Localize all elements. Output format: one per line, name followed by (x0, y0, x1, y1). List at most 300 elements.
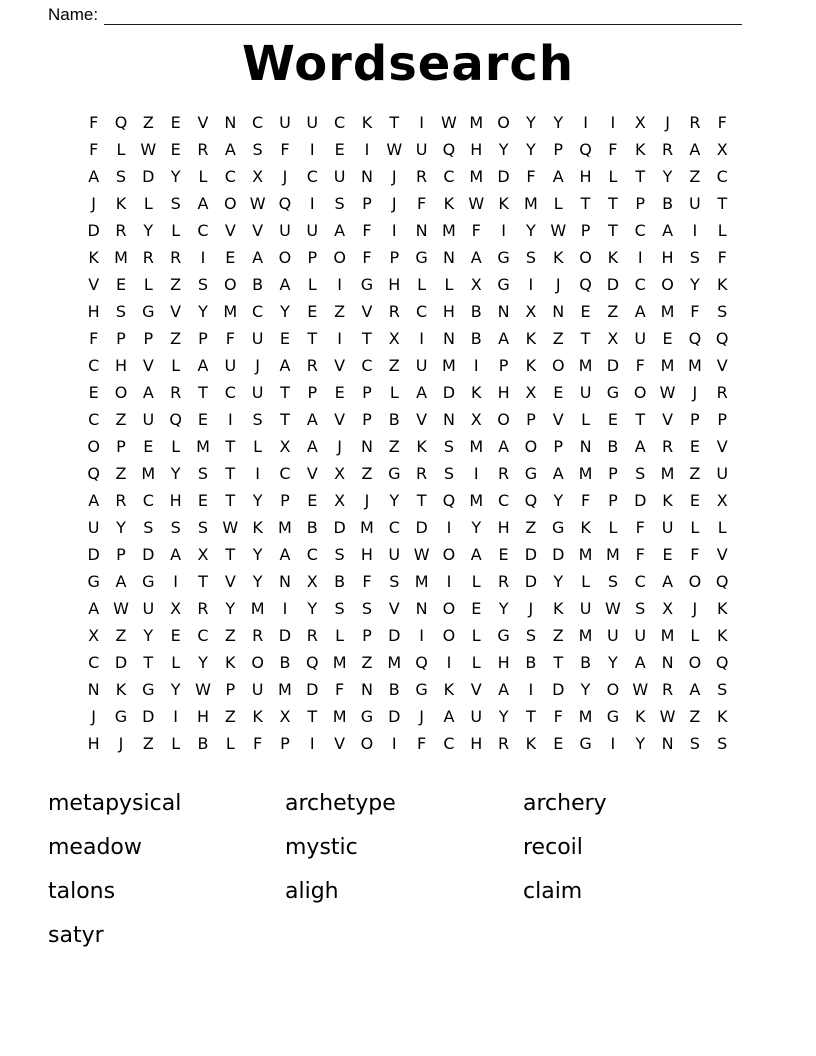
grid-letter: W (604, 599, 621, 618)
grid-letter: V (716, 356, 728, 375)
grid-letter: P (526, 410, 536, 429)
grid-letter: Z (224, 707, 236, 726)
grid-letter: G (415, 680, 428, 699)
grid-letter: Q (715, 653, 729, 672)
grid-letter: H (497, 518, 510, 537)
grid-row (80, 217, 736, 244)
grid-letter: D (333, 518, 346, 537)
grid-letter: T (635, 167, 646, 186)
grid-letter: P (553, 437, 564, 456)
grid-row (80, 595, 736, 622)
grid-letter: U (579, 383, 592, 402)
grid-letter: N (415, 221, 428, 240)
grid-letter: P (225, 680, 236, 699)
grid-letter: I (419, 329, 424, 348)
grid-letter: I (637, 248, 643, 267)
grid-letter: A (88, 599, 100, 618)
grid-letter: M (660, 302, 675, 321)
grid-letter: K (443, 194, 455, 213)
grid-letter: J (391, 167, 397, 186)
word-list-item: archery (523, 791, 607, 816)
grid-letter: X (716, 491, 728, 510)
grid-letter: A (662, 572, 674, 591)
grid-letter: Y (526, 140, 536, 159)
grid-letter: U (470, 707, 483, 726)
grid-letter: P (498, 356, 509, 375)
grid-letter: P (116, 329, 126, 348)
grid-letter: L (171, 437, 181, 456)
grid-letter: A (662, 221, 674, 240)
grid-letter: L (608, 518, 618, 537)
grid-letter: O (360, 734, 374, 753)
grid-letter: L (581, 572, 591, 591)
grid-letter: O (251, 653, 264, 672)
grid-letter: Z (170, 275, 182, 294)
grid-letter: C (443, 167, 455, 186)
grid-letter: O (524, 437, 538, 456)
grid-letter: U (415, 140, 428, 159)
grid-letter: U (251, 383, 264, 402)
grid-letter: E (689, 437, 700, 456)
grid-letter: U (306, 113, 319, 132)
grid-letter: P (116, 437, 126, 456)
grid-letter: O (497, 113, 510, 132)
grid-letter: S (525, 626, 536, 645)
grid-letter: J (555, 275, 561, 294)
grid-letter: I (255, 464, 260, 483)
grid-letter: K (252, 518, 263, 537)
grid-letter: D (87, 221, 100, 240)
grid-letter: B (252, 275, 264, 294)
grid-letter: J (692, 383, 698, 402)
grid-row (80, 622, 736, 649)
grid-letter: U (634, 626, 647, 645)
grid-letter: O (224, 275, 237, 294)
grid-letter: K (498, 194, 509, 213)
grid-letter: C (634, 572, 646, 591)
grid-letter: E (580, 302, 591, 321)
grid-letter: I (173, 572, 178, 591)
grid-row (80, 703, 736, 730)
grid-letter: J (692, 599, 698, 618)
grid-letter: T (580, 194, 591, 213)
grid-letter: U (279, 221, 291, 240)
grid-letter: C (361, 356, 373, 375)
word-list-item: talons (48, 879, 116, 904)
grid-letter: S (334, 599, 345, 618)
grid-letter: A (498, 680, 510, 699)
grid-letter: U (224, 356, 237, 375)
word-list-column (523, 787, 763, 963)
word-list-item: mystic (285, 835, 358, 860)
grid-letter: Y (143, 626, 154, 645)
grid-letter: U (142, 599, 155, 618)
grid-letter: T (225, 545, 236, 564)
grid-letter: P (143, 329, 154, 348)
page-title: Wordsearch (241, 36, 575, 92)
grid-letter: C (498, 491, 510, 510)
grid-letter: I (610, 113, 616, 132)
grid-letter: G (497, 626, 510, 645)
grid-letter: E (143, 437, 154, 456)
grid-row (80, 406, 736, 433)
grid-letter: J (337, 437, 342, 456)
grid-letter: T (198, 383, 208, 402)
grid-letter: T (225, 491, 236, 510)
grid-letter: N (661, 653, 674, 672)
grid-letter: R (197, 140, 209, 159)
grid-letter: L (417, 275, 427, 294)
grid-letter: C (224, 167, 236, 186)
grid-letter: K (716, 275, 728, 294)
grid-letter: L (471, 572, 481, 591)
grid-letter: R (306, 356, 318, 375)
grid-letter: S (717, 734, 728, 753)
grid-letter: K (716, 707, 728, 726)
grid-letter: U (142, 410, 155, 429)
grid-row (80, 352, 736, 379)
name-fill-line (104, 8, 742, 25)
grid-letter: Y (635, 734, 646, 753)
grid-letter: K (416, 437, 427, 456)
grid-letter: N (360, 437, 373, 456)
grid-letter: Z (224, 626, 236, 645)
grid-letter: M (278, 518, 292, 537)
grid-letter: O (442, 545, 456, 564)
grid-letter: J (391, 194, 397, 213)
grid-letter: G (142, 302, 155, 321)
grid-letter: S (443, 437, 454, 456)
grid-letter: E (197, 410, 209, 429)
grid-letter: W (659, 707, 676, 726)
grid-letter: S (443, 464, 454, 483)
grid-letter: H (661, 248, 674, 267)
grid-letter: S (607, 572, 618, 591)
grid-letter: I (501, 221, 506, 240)
grid-letter: S (143, 518, 154, 537)
grid-letter: K (115, 194, 127, 213)
grid-letter: I (610, 734, 616, 753)
grid-letter: E (553, 734, 564, 753)
grid-letter: U (251, 329, 264, 348)
grid-letter: T (362, 329, 372, 348)
grid-letter: N (278, 572, 291, 591)
grid-letter: F (225, 329, 235, 348)
grid-letter: P (690, 410, 700, 429)
grid-letter: D (552, 545, 565, 564)
grid-row (80, 433, 736, 460)
grid-letter: Y (170, 680, 181, 699)
grid-letter: D (142, 707, 155, 726)
grid-letter: X (607, 329, 619, 348)
grid-letter: A (279, 545, 291, 564)
grid-letter: R (252, 626, 264, 645)
grid-letter: M (469, 167, 484, 186)
grid-letter: V (470, 680, 482, 699)
grid-letter: E (689, 491, 700, 510)
grid-letter: H (169, 491, 182, 510)
grid-letter: F (362, 572, 372, 591)
grid-letter: O (579, 248, 592, 267)
grid-letter: X (334, 491, 346, 510)
grid-letter: M (442, 356, 456, 375)
grid-letter: L (143, 194, 153, 213)
grid-letter: A (498, 437, 510, 456)
grid-row (80, 460, 736, 487)
grid-letter: S (170, 194, 181, 213)
grid-letter: C (197, 626, 209, 645)
grid-letter: H (114, 356, 127, 375)
grid-letter: N (360, 167, 373, 186)
grid-letter: M (578, 545, 593, 564)
grid-letter: J (419, 707, 424, 726)
grid-letter: X (470, 410, 482, 429)
grid-letter: I (528, 680, 534, 699)
grid-letter: K (662, 491, 673, 510)
grid-letter: F (362, 248, 372, 267)
grid-letter: G (388, 464, 401, 483)
grid-letter: L (171, 734, 181, 753)
word-list-item: metapysical (48, 791, 182, 816)
grid-letter: F (690, 545, 700, 564)
grid-letter: S (689, 734, 700, 753)
grid-letter: O (551, 356, 565, 375)
grid-letter: U (415, 356, 428, 375)
grid-letter: E (225, 248, 236, 267)
grid-letter: Y (170, 167, 181, 186)
grid-letter: Q (715, 329, 729, 348)
grid-letter: S (717, 680, 728, 699)
grid-letter: B (662, 194, 674, 213)
word-list-item: recoil (523, 835, 583, 860)
grid-letter: B (525, 653, 537, 672)
grid-letter: E (307, 491, 318, 510)
grid-letter: L (198, 167, 208, 186)
grid-letter: S (197, 464, 209, 483)
grid-letter: G (142, 680, 155, 699)
grid-letter: U (388, 545, 401, 564)
grid-letter: W (113, 599, 129, 618)
grid-letter: G (552, 518, 565, 537)
grid-letter: I (391, 734, 397, 753)
grid-row (80, 379, 736, 406)
grid-letter: K (634, 707, 646, 726)
grid-letter: V (224, 572, 236, 591)
grid-letter: I (528, 275, 534, 294)
grid-letter: O (497, 410, 510, 429)
grid-letter: W (195, 680, 211, 699)
grid-letter: N (442, 248, 455, 267)
grid-letter: E (471, 599, 482, 618)
grid-letter: L (553, 194, 563, 213)
grid-row (80, 298, 736, 325)
grid-letter: Q (442, 491, 456, 510)
grid-letter: R (661, 680, 674, 699)
grid-letter: A (416, 383, 428, 402)
grid-letter: R (306, 626, 318, 645)
grid-letter: F (280, 140, 290, 159)
grid-letter: H (360, 545, 373, 564)
grid-letter: T (717, 194, 728, 213)
grid-letter: P (362, 194, 372, 213)
grid-letter: E (170, 113, 181, 132)
grid-letter: Z (334, 302, 346, 321)
grid-letter: D (524, 572, 538, 591)
grid-letter: C (634, 221, 646, 240)
grid-letter: M (578, 464, 593, 483)
grid-letter: B (197, 734, 209, 753)
grid-letter: I (419, 113, 424, 132)
grid-letter: V (142, 356, 154, 375)
grid-letter: L (608, 167, 618, 186)
grid-letter: G (579, 734, 592, 753)
grid-letter: A (88, 491, 100, 510)
grid-letter: Z (115, 464, 127, 483)
grid-letter: C (142, 491, 154, 510)
grid-letter: J (282, 167, 288, 186)
grid-letter: X (88, 626, 100, 645)
grid-letter: F (717, 248, 727, 267)
grid-letter: I (692, 221, 698, 240)
grid-letter: F (635, 518, 645, 537)
grid-letter: F (553, 707, 563, 726)
grid-letter: N (360, 680, 373, 699)
grid-letter: A (634, 302, 646, 321)
grid-letter: S (252, 410, 263, 429)
grid-letter: D (442, 383, 456, 402)
grid-letter: L (171, 356, 181, 375)
grid-letter: T (389, 113, 400, 132)
grid-letter: K (552, 248, 564, 267)
grid-letter: D (306, 680, 319, 699)
grid-letter: A (689, 680, 701, 699)
grid-letter: R (170, 248, 182, 267)
grid-letter: L (143, 275, 153, 294)
grid-letter: S (525, 248, 536, 267)
grid-letter: I (309, 140, 315, 159)
grid-letter: P (280, 491, 290, 510)
grid-letter: L (471, 626, 481, 645)
grid-letter: M (360, 518, 374, 537)
grid-row (80, 676, 736, 703)
grid-letter: O (606, 680, 620, 699)
grid-letter: U (279, 113, 291, 132)
grid-letter: H (196, 707, 209, 726)
grid-letter: O (278, 248, 292, 267)
grid-letter: I (282, 599, 288, 618)
grid-letter: G (606, 383, 620, 402)
grid-letter: Y (498, 707, 509, 726)
grid-letter: I (364, 140, 370, 159)
grid-letter: E (170, 140, 181, 159)
grid-letter: V (716, 437, 728, 456)
grid-letter: P (362, 626, 372, 645)
grid-letter: M (223, 302, 238, 321)
grid-letter: S (252, 140, 263, 159)
grid-letter: S (197, 518, 209, 537)
grid-letter: A (470, 545, 482, 564)
grid-letter: M (278, 680, 292, 699)
grid-letter: C (634, 275, 646, 294)
grid-letter: I (309, 734, 315, 753)
grid-letter: P (280, 734, 290, 753)
grid-letter: G (497, 275, 510, 294)
grid-letter: E (307, 302, 318, 321)
grid-letter: O (224, 194, 237, 213)
grid-letter: R (170, 383, 182, 402)
grid-letter: N (442, 410, 455, 429)
grid-letter: P (198, 329, 208, 348)
grid-letter: A (197, 356, 209, 375)
grid-letter: M (332, 707, 347, 726)
grid-letter: S (170, 518, 181, 537)
grid-letter: T (307, 707, 318, 726)
grid-letter: S (389, 572, 400, 591)
grid-letter: C (443, 734, 455, 753)
grid-letter: P (608, 491, 618, 510)
grid-letter: A (279, 275, 291, 294)
grid-letter: F (580, 491, 591, 510)
grid-letter: Z (361, 653, 373, 672)
grid-letter: O (87, 437, 100, 456)
grid-letter: G (360, 707, 374, 726)
grid-letter: Y (498, 140, 509, 159)
grid-letter: V (88, 275, 100, 294)
grid-letter: V (388, 599, 400, 618)
grid-letter: K (525, 734, 537, 753)
grid-letter: Y (553, 491, 564, 510)
grid-letter: N (415, 599, 428, 618)
grid-letter: F (89, 140, 99, 159)
grid-letter: H (497, 383, 510, 402)
grid-letter: X (525, 383, 537, 402)
name-row (48, 5, 742, 25)
grid-letter: Z (689, 167, 701, 186)
grid-letter: K (443, 680, 455, 699)
grid-letter: Z (552, 329, 564, 348)
grid-letter: U (333, 167, 346, 186)
grid-letter: T (608, 221, 618, 240)
grid-letter: E (334, 140, 345, 159)
grid-letter: S (115, 167, 127, 186)
grid-letter: X (662, 599, 674, 618)
grid-letter: X (334, 464, 346, 483)
grid-letter: O (688, 572, 702, 591)
grid-letter: S (361, 599, 373, 618)
grid-letter: D (388, 707, 401, 726)
grid-letter: W (659, 383, 676, 402)
grid-letter: E (662, 329, 673, 348)
grid-letter: G (606, 707, 620, 726)
grid-letter: P (608, 464, 618, 483)
grid-row (80, 136, 736, 163)
grid-letter: D (415, 518, 428, 537)
grid-row (80, 325, 736, 352)
grid-letter: Y (225, 599, 236, 618)
grid-letter: F (417, 734, 427, 753)
grid-letter: E (115, 275, 127, 294)
grid-letter: I (337, 329, 342, 348)
grid-letter: G (497, 248, 510, 267)
grid-letter: U (607, 626, 619, 645)
grid-letter: I (391, 221, 397, 240)
grid-letter: C (197, 221, 209, 240)
grid-letter: E (553, 383, 564, 402)
grid-letter: T (416, 491, 427, 510)
grid-letter: T (225, 464, 236, 483)
grid-letter: R (416, 464, 428, 483)
grid-letter: L (581, 410, 591, 429)
